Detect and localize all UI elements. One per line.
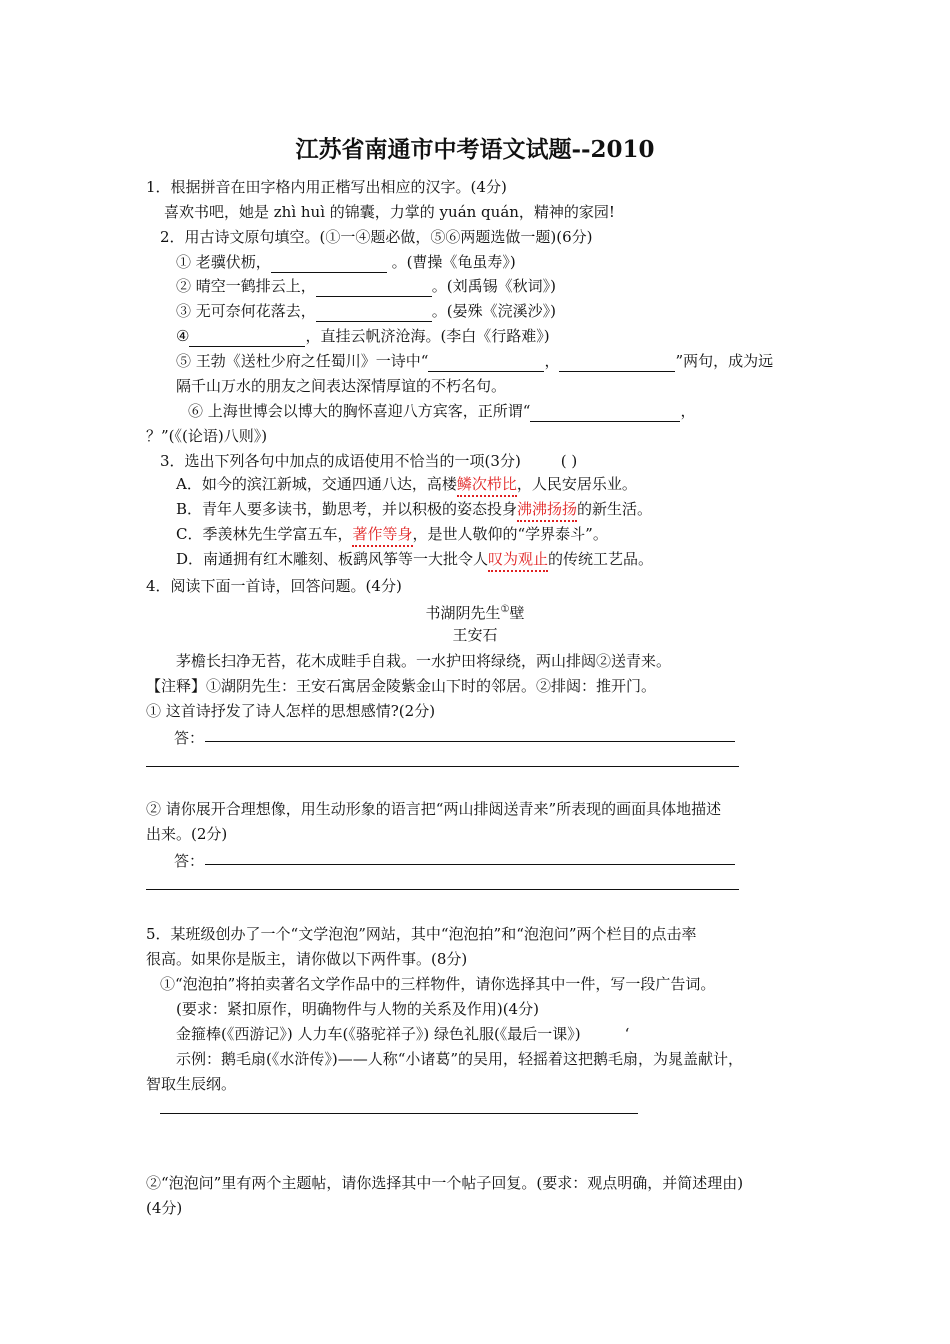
fill-blank[interactable] (316, 305, 432, 322)
idiom-highlight: 叹为观止 (488, 550, 548, 572)
idiom-highlight: 鳞次栉比 (457, 475, 517, 497)
answer-line[interactable] (205, 741, 735, 742)
q2-item-5-cont: 隔千山万水的朋友之间表达深情厚谊的不朽名句。 (176, 377, 507, 395)
answer-line[interactable] (146, 766, 739, 767)
idiom-highlight: 著作等身 (352, 525, 412, 547)
q2-item-4: ④ ，直挂云帆济沧海。(李白《行路难》) (176, 327, 550, 345)
q5-example-cont: 智取生辰纲。 (146, 1075, 237, 1093)
poem-title: 书湖阴先生①壁 (425, 604, 525, 622)
q3-option-a[interactable]: A．如今的滨江新城，交通四通八达，高楼鳞次栉比，人民安居乐业。 (176, 473, 637, 495)
fill-blank[interactable] (530, 405, 680, 422)
fill-blank[interactable] (271, 256, 387, 273)
q5-example: 示例：鹅毛扇(《水浒传》)——人称“小诸葛”的吴用，轻摇着这把鹅毛扇，为晁盖献计， (176, 1050, 744, 1068)
q3-stem: 3．选出下列各句中加点的成语使用不恰当的一项(3分) ( ) (160, 452, 578, 470)
q4-sub2: ② 请你展开合理想像，用生动形象的语言把“两山排闼送青来”所表现的画面具体地描述 (146, 800, 722, 818)
q1-text: 喜欢书吧，她是 zhì huì 的锦囊，力掌的 yuán quán，精神的家园! (164, 203, 615, 221)
q5-part2-cont: (4分) (146, 1199, 183, 1217)
fill-blank[interactable] (559, 355, 675, 372)
answer-line[interactable] (205, 864, 735, 865)
q3-option-c[interactable]: C．季羡林先生学富五车，著作等身，是世人敬仰的“学界泰斗”。 (176, 523, 608, 545)
answer-line[interactable] (146, 889, 739, 890)
q2-item-5: ⑤ 王勃《送杜少府之任蜀川》一诗中“ ， ”两句，成为远 (176, 352, 774, 370)
q4-sub2-cont: 出来。(2分) (146, 825, 228, 843)
poem-note: 【注释】①湖阴先生：王安石寓居金陵紫金山下时的邻居。②排闼：推开门。 (146, 677, 657, 695)
answer-line[interactable] (160, 1113, 638, 1114)
answer-paren[interactable]: ( ) (560, 452, 578, 470)
poem-text: 茅檐长扫净无苔，花木成畦手自栽。一水护田将绿绕，两山排闼②送青来。 (176, 652, 672, 670)
q2-item-3: ③ 无可奈何花落去， 。(晏殊《浣溪沙》) (176, 302, 556, 320)
q5-part1: ①“泡泡拍”将拍卖著名文学作品中的三样物件，请你选择其中一件，写一段广告词。 (160, 975, 716, 993)
q2-item-2: ② 晴空一鹤排云上， 。(刘禹锡《秋词》) (176, 277, 556, 295)
fill-blank[interactable] (189, 330, 305, 347)
q5-items: 金箍棒(《西游记》) 人力车(《骆驼祥子》) 绿色礼服(《最后一课》) ‘ (176, 1025, 630, 1043)
poem-author: 王安石 (452, 626, 498, 644)
q3-option-b[interactable]: B．青年人要多读书，勤思考，并以积极的姿态投身沸沸扬扬的新生活。 (176, 498, 652, 520)
q5-requirement: (要求：紧扣原作，明确物件与人物的关系及作用)(4分) (176, 1000, 539, 1018)
answer-label: 答： (174, 729, 205, 747)
answer-label: 答： (174, 852, 205, 870)
q2-stem: 2．用古诗文原句填空。(①一④题必做，⑤⑥两题选做一题)(6分) (160, 228, 593, 246)
q2-item-6: ⑥ 上海世博会以博大的胸怀喜迎八方宾客，正所谓“ ， (188, 402, 696, 420)
q2-item-1: ① 老骥伏枥， 。(曹操《龟虽寿》) (176, 253, 516, 271)
fill-blank[interactable] (316, 280, 432, 297)
q4-sub1: ① 这首诗抒发了诗人怎样的思想感情?(2分) (146, 702, 436, 720)
idiom-highlight: 沸沸扬扬 (517, 500, 577, 522)
page-title: 江苏省南通市中考语文试题--2010 (295, 136, 655, 163)
q1-stem: 1．根据拼音在田字格内用正楷写出相应的汉字。(4分) (146, 178, 507, 196)
q5-part2: ②“泡泡问”里有两个主题帖，请你选择其中一个帖子回复。(要求：观点明确，并简述理由) (146, 1174, 744, 1192)
q5-stem: 5．某班级创办了一个“文学泡泡”网站，其中“泡泡拍”和“泡泡问”两个栏目的点击率 (146, 925, 697, 943)
q3-option-d[interactable]: D．南通拥有红木雕刻、板鹞风筝等一大批令人叹为观止的传统工艺品。 (176, 548, 653, 570)
q4-stem: 4．阅读下面一首诗，回答问题。(4分) (146, 577, 402, 595)
q2-item-6-cont: ？”(《(论语)八则》) (146, 427, 268, 445)
q5-stem-cont: 很高。如果你是版主，请你做以下两件事。(8分) (146, 950, 468, 968)
fill-blank[interactable] (428, 355, 544, 372)
